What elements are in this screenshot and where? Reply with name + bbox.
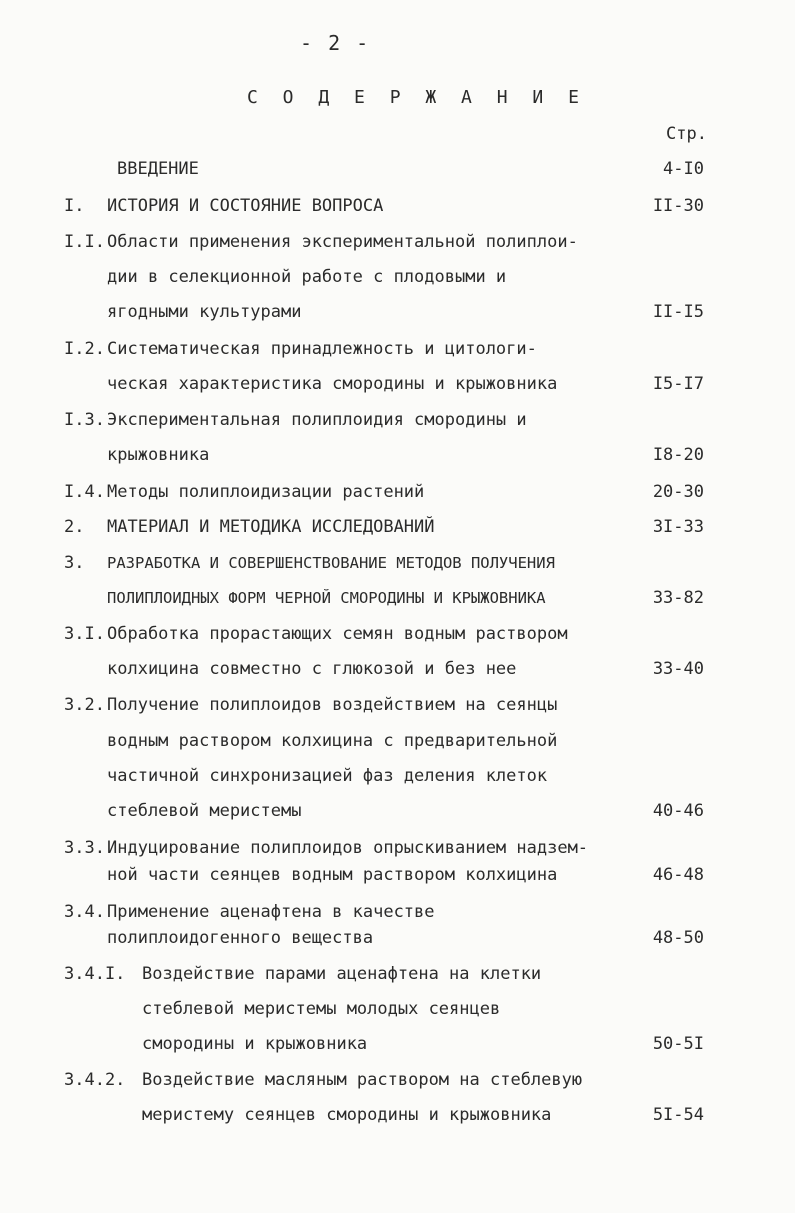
toc-entry-text: полиплоидогенного вещества (107, 928, 374, 948)
toc-entry-number: I.4. (64, 482, 105, 502)
toc-entry-text: стеблевой меристемы молодых сеянцев (142, 999, 501, 1019)
toc-entry-pages: 33-82 (652, 588, 704, 608)
toc-entry-number: 3.I. (64, 624, 105, 644)
toc-entry-pages: 20-30 (652, 482, 704, 502)
toc-entry-number: 2. (64, 517, 85, 537)
toc-entry-number: 3.4. (64, 902, 105, 922)
toc-entry-number: I. (64, 196, 85, 216)
toc-entry-text: ВВЕДЕНИЕ (117, 159, 199, 179)
toc-entry-pages: 33-40 (652, 659, 704, 679)
toc-entry-pages: II-30 (652, 196, 704, 216)
toc-entry-text: Методы полиплоидизации растений (107, 482, 425, 502)
toc-entry-number: I.3. (64, 410, 105, 430)
toc-entry-pages: 48-50 (652, 928, 704, 948)
toc-entry-pages: II-I5 (652, 302, 704, 322)
toc-entry-text: Индуцирование полиплоидов опрыскиванием надзем- (107, 838, 589, 858)
toc-entry-text: меристему сеянцев смородины и крыжовника (142, 1105, 552, 1125)
toc-entry-number: 3.4.I. (64, 964, 126, 984)
toc-entry-pages: 4-I0 (663, 159, 704, 179)
toc-entry-text: Применение аценафтена в качестве (107, 902, 435, 922)
toc-entry-text: Области применения экспериментальной полиплои- (107, 232, 578, 252)
toc-entry-text: Воздействие парами аценафтена на клетки (142, 964, 542, 984)
page-title: С О Д Е Р Ж А Н И Е (247, 87, 586, 108)
toc-entry-text: смородины и крыжовника (142, 1034, 368, 1054)
toc-entry-pages: 46-48 (652, 865, 704, 885)
toc-entry-pages: 40-46 (652, 801, 704, 821)
toc-entry-text: Получение полиплоидов воздействием на сеянцы (107, 695, 558, 715)
toc-entry-pages: I8-20 (652, 445, 704, 465)
toc-entry-text: водным раствором колхицина с предварительной (107, 731, 558, 751)
toc-entry-pages: 3I-33 (652, 517, 704, 537)
toc-entry-text: крыжовника (107, 445, 210, 465)
toc-entry-number: 3. (64, 553, 85, 573)
toc-entry-text: РАЗРАБОТКА И СОВЕРШЕНСТВОВАНИЕ МЕТОДОВ ПОЛУЧЕНИЯ (107, 554, 555, 572)
page-number: - 2 - (300, 31, 371, 55)
toc-entry-number: I.I. (64, 232, 105, 252)
toc-entry-text: ной части сеянцев водным раствором колхицина (107, 865, 558, 885)
toc-entry-number: 3.3. (64, 838, 105, 858)
toc-entry-text: Систематическая принадлежность и цитологи- (107, 339, 537, 359)
toc-entry-text: Обработка прорастающих семян водным раствором (107, 624, 568, 644)
toc-entry-text: МАТЕРИАЛ И МЕТОДИКА ИССЛЕДОВАНИЙ (107, 517, 435, 537)
toc-entry-pages: 5I-54 (652, 1105, 704, 1125)
toc-entry-number: 3.4.2. (64, 1070, 126, 1090)
toc-entry-text: ПОЛИПЛОИДНЫХ ФОРМ ЧЕРНОЙ СМОРОДИНЫ И КРЫЖОВНИКА (107, 589, 546, 607)
toc-entry-text: дии в селекционной работе с плодовыми и (107, 267, 507, 287)
toc-entry-pages: I5-I7 (652, 374, 704, 394)
toc-entry-pages: 50-5I (652, 1034, 704, 1054)
toc-entry-text: частичной синхронизацией фаз деления клеток (107, 766, 548, 786)
toc-entry-text: Экспериментальная полиплоидия смородины и (107, 410, 527, 430)
toc-entry-number: 3.2. (64, 695, 105, 715)
toc-entry-text: Воздействие масляным раствором на стеблевую (142, 1070, 583, 1090)
toc-entry-text: ИСТОРИЯ И СОСТОЯНИЕ ВОПРОСА (107, 196, 384, 216)
toc-entry-text: стеблевой меристемы (107, 801, 302, 821)
toc-entry-text: ческая характеристика смородины и крыжовника (107, 374, 558, 394)
toc-entry-number: I.2. (64, 339, 105, 359)
page-column-header: Стр. (666, 124, 707, 144)
toc-entry-text: ягодными культурами (107, 302, 302, 322)
toc-entry-text: колхицина совместно с глюкозой и без нее (107, 659, 517, 679)
